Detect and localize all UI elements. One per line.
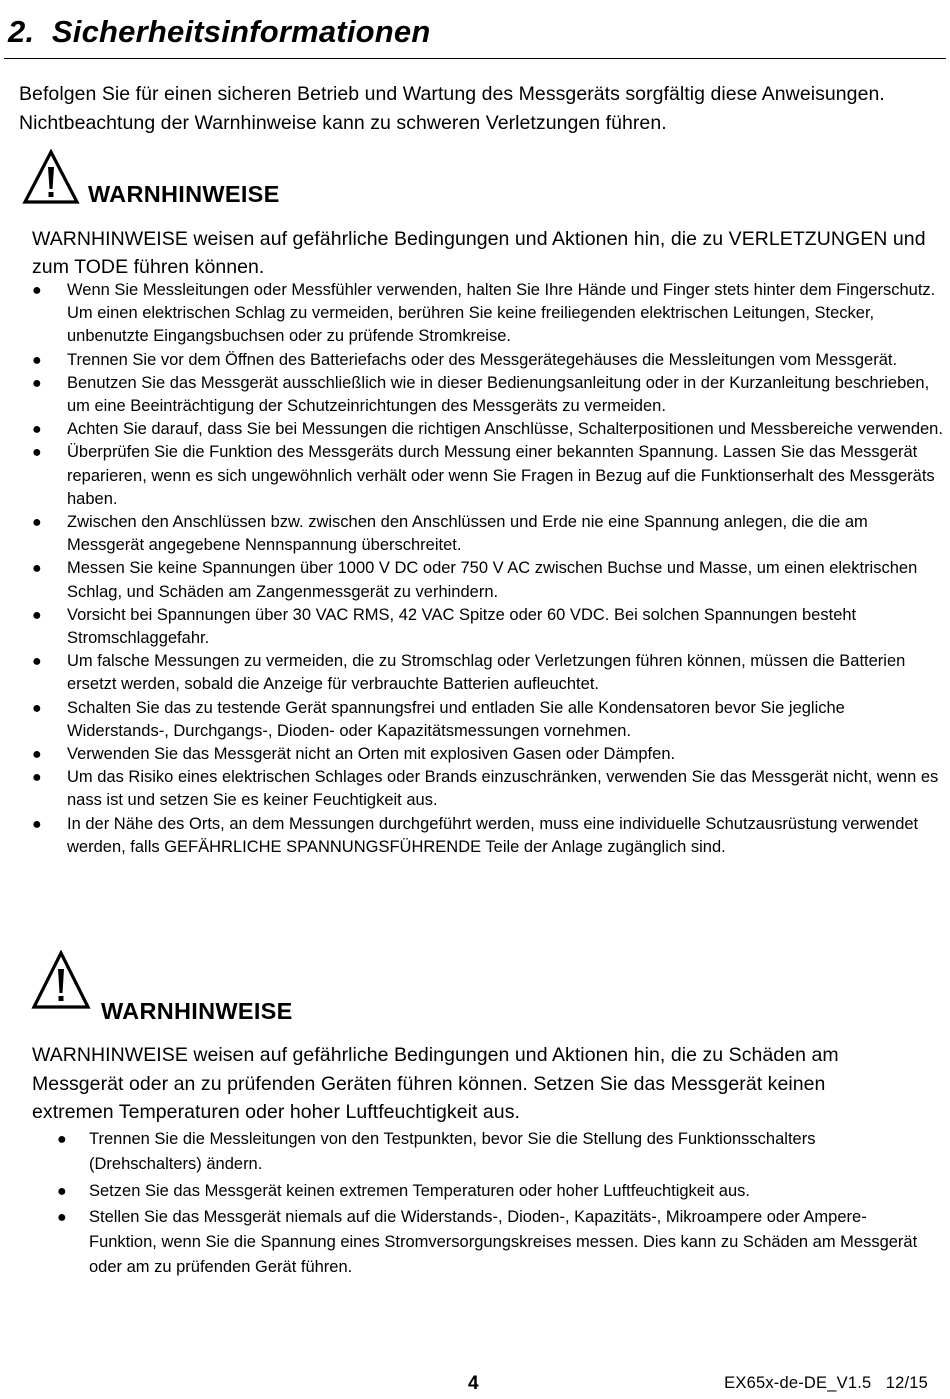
list-item: ● Setzen Sie das Messgerät keinen extremen Temperaturen oder hoher Luftfeuchtigkeit aus.: [32, 1179, 927, 1204]
bullet-icon: ●: [32, 421, 42, 439]
bullet-icon: ●: [32, 699, 42, 717]
bullet-icon: ●: [32, 282, 42, 299]
bullet-icon: ●: [32, 653, 42, 671]
warning-triangle-icon: [22, 149, 80, 205]
list-item: ● Um falsche Messungen zu vermeiden, die zu Stromschlag oder Verletzungen führen können, müssen die Batterien ersetzt werden, sobald die Anzeige für verbrauchte Batterien aufleuchtet.: [32, 652, 906, 694]
list-item: ● Überprüfen Sie die Funktion des Messgeräts durch Messung einer bekannten Spannung. Lassen Sie das Messgerät reparieren, wenn es sich ungewöhnlich verhält oder wenn Sie Fragen in Bezug auf die Funktionserhalt des Messgeräts haben.: [32, 443, 935, 508]
document-reference: EX65x-de-DE_V1.5 12/15: [724, 1374, 928, 1392]
list-item: ● Messen Sie keine Spannungen über 1000 V DC oder 750 V AC zwischen Buchse und Masse, um einen elektrischen Schlag, und Schäden am Zangenmessgerät zu verhindern.: [32, 559, 918, 601]
bullet-icon: ●: [32, 560, 42, 578]
bullet-icon: ●: [32, 769, 42, 787]
list-item: ● Verwenden Sie das Messgerät nicht an Orten mit explosiven Gasen oder Dämpfen.: [20, 743, 945, 766]
warning-triangle-icon: [31, 950, 91, 1010]
bullet-icon: ●: [32, 374, 42, 392]
section-intro: Befolgen Sie für einen sicheren Betrieb und Wartung des Messgeräts sorgfältig diese Anweisungen. Nichtbeachtung der Warnhinweise kann zu schweren Verletzungen führen.: [19, 83, 885, 134]
bullet-icon: ●: [57, 1182, 67, 1200]
section-heading: [8, 14, 431, 50]
bullet-icon: ●: [32, 606, 42, 624]
list-item: ● Trennen Sie vor dem Öffnen des Batteriefachs oder des Messgerätegehäuses die Messleitungen vom Messgerät.: [20, 349, 945, 372]
section-title: Sicherheitsinformationen: [51, 14, 431, 49]
list-item: ● Trennen Sie die Messleitungen von den Testpunkten, bevor Sie die Stellung des Funktionsschalters (Drehschalters) ändern.: [32, 1127, 927, 1177]
page-number: 4: [468, 1373, 479, 1394]
warning-heading-1: WARNHINWEISE: [88, 181, 280, 207]
list-item: ● Benutzen Sie das Messgerät ausschließlich wie in dieser Bedienungsanleitung oder in der Kurzanleitung beschrieben, um eine Beeinträchtigung der Schutzeinrichtungen des Messgeräts zu vermeiden.: [32, 373, 930, 416]
heading-underline: [4, 58, 946, 59]
list-item: ● Schalten Sie das zu testende Gerät spannungsfrei und entladen Sie alle Kondensatoren bevor Sie jegliche Widerstands-, Durchgangs-, Dioden- oder Kapazitätsmessungen vornehmen.: [32, 698, 845, 740]
bullet-icon: ●: [32, 815, 42, 833]
list-item: ● In der Nähe des Orts, an dem Messungen durchgeführt werden, muss eine individuelle Schutzausrüstung verwendet werden, falls GEFÄHRLICHE SPANNUNGSFÜHRENDE Teile der Anlage zugänglich sind.: [32, 814, 919, 856]
warning-intro-2: WARNHINWEISE weisen auf gefährliche Bedingungen und Aktionen hin, die zu Schäden am Messgerät oder an zu prüfenden Geräten führen können. Setzen Sie das Messgerät keinen extremen Temperaturen oder hoher Luftfeuchtigkeit aus.: [32, 1044, 839, 1123]
list-item: ● Um das Risiko eines elektrischen Schlages oder Brands einzuschränken, verwenden Sie das Messgerät nicht, wenn es nass ist und setzen Sie es keiner Feuchtigkeit aus.: [32, 768, 939, 810]
section-number: 2.: [8, 14, 35, 49]
list-item: ● Zwischen den Anschlüssen bzw. zwischen den Anschlüssen und Erde nie eine Spannung anlegen, die die am Messgerät angegebene Nennspannung überschreitet.: [32, 513, 868, 555]
warning-intro-1: WARNHINWEISE weisen auf gefährliche Bedingungen und Aktionen hin, die zu VERLETZUNGEN und zum TODE führen können.: [32, 228, 926, 278]
list-item: ● Vorsicht bei Spannungen über 30 VAC RMS, 42 VAC Spitze oder 60 VDC. Bei solchen Spannungen besteht Stromschlaggefahr.: [32, 605, 857, 648]
warning-list-2: [32, 1127, 927, 1282]
warning-list-1: [20, 279, 945, 859]
warning-heading-2: WARNHINWEISE: [101, 998, 293, 1024]
bullet-icon: ●: [32, 444, 42, 462]
list-item: ● Wenn Sie Messleitungen oder Messfühler verwenden, halten Sie Ihre Hände und Finger stets hinter dem Fingerschutz. Um einen elektrischen Schlag zu vermeiden, berühren Sie keine freiliegenden elektrischen Leitungen, Stecker, unbenutzte Eingangsbuchsen oder zu prüfende Stromkreise.: [32, 281, 936, 346]
bullet-icon: ●: [57, 1209, 67, 1226]
bullet-icon: ●: [32, 514, 42, 532]
bullet-icon: ●: [32, 746, 42, 764]
list-item: ● Stellen Sie das Messgerät niemals auf die Widerstands-, Dioden-, Kapazitäts-, Mikroampere oder Ampere-Funktion, wenn Sie die Spannung eines Stromversorgungskreises messen. Dies kann zu Schäden am Messgerät oder am zu prüfenden Gerät führen.: [32, 1205, 927, 1280]
bullet-icon: ●: [32, 351, 42, 369]
bullet-icon: ●: [57, 1131, 67, 1148]
list-item: ● Achten Sie darauf, dass Sie bei Messungen die richtigen Anschlüsse, Schalterpositionen und Messbereiche verwenden.: [20, 418, 945, 441]
